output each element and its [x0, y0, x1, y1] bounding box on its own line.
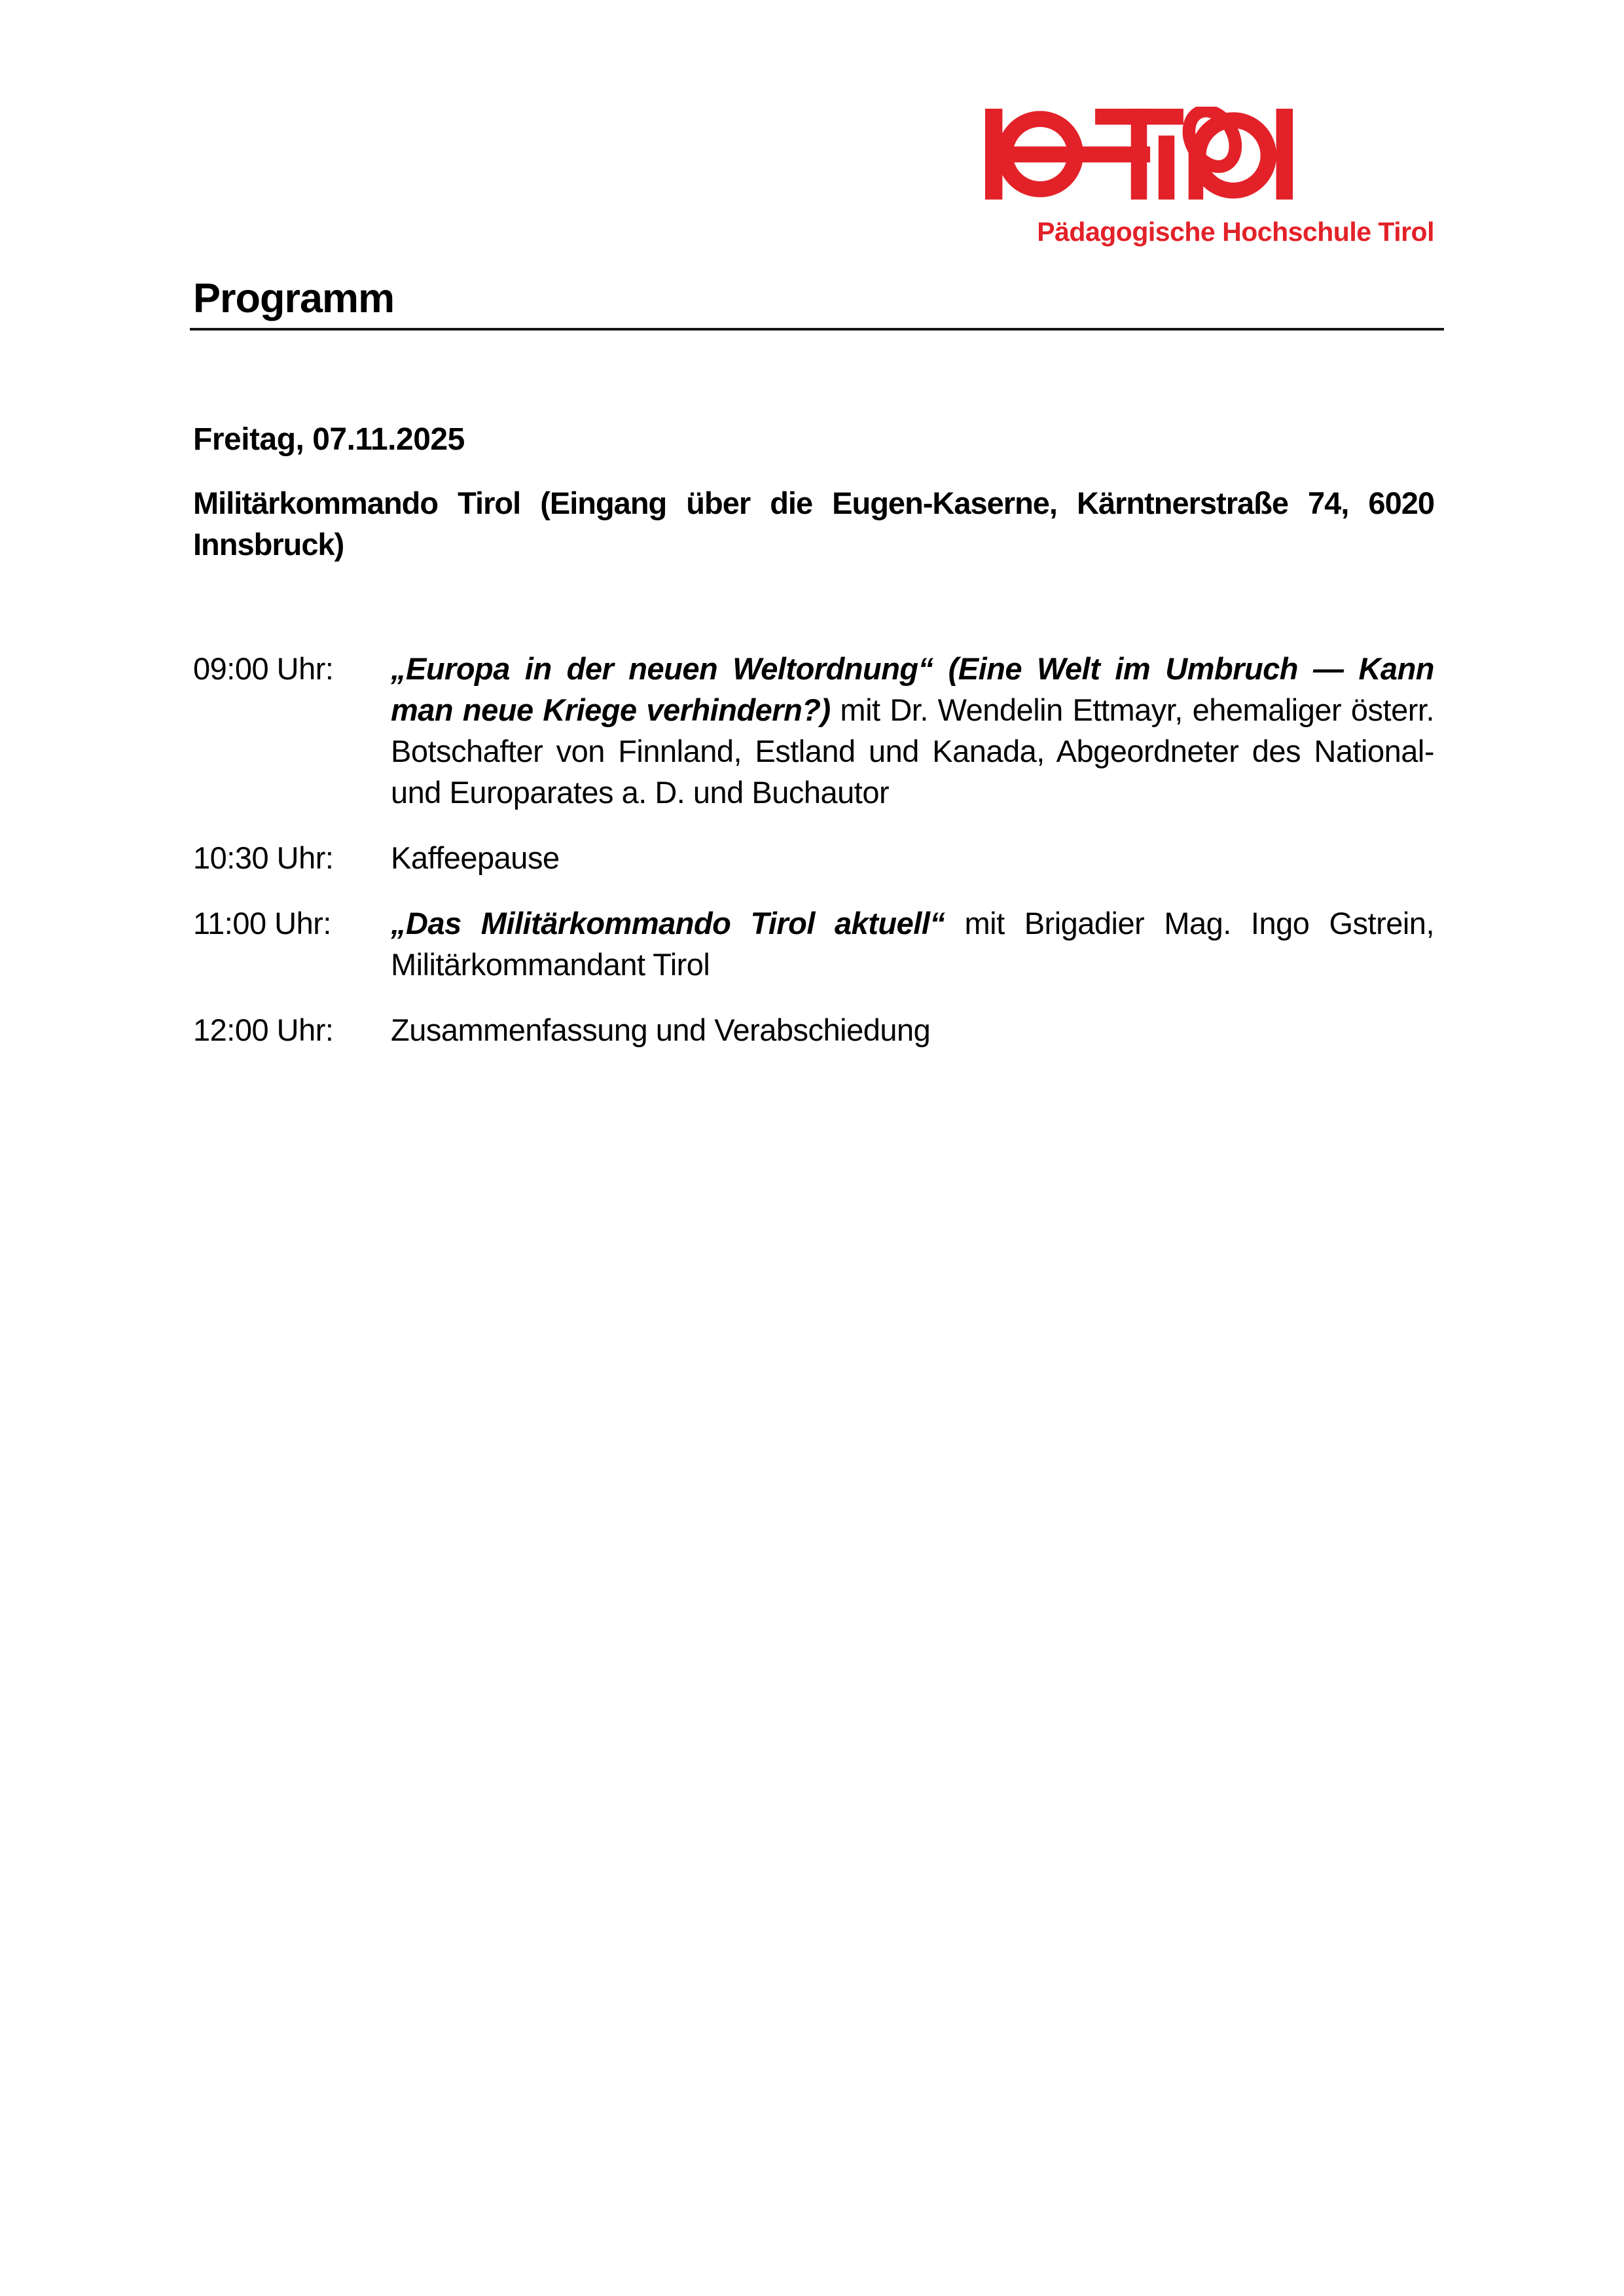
- schedule-time: 12:00 Uhr:: [193, 1013, 334, 1047]
- ph-tirol-logo-mark-icon: [985, 107, 1293, 200]
- schedule-description: [391, 648, 1434, 813]
- schedule-time: 09:00 Uhr:: [193, 651, 334, 686]
- schedule-description: [391, 903, 1434, 985]
- title-divider: [190, 328, 1444, 331]
- schedule: [193, 648, 1434, 1050]
- talk-detail: Kaffeepause: [391, 840, 560, 875]
- event-location: Militärkommando Tirol (Eingang über die Eugen-Kaserne, Kärntnerstraße 74, 6020 Innsbruck): [193, 486, 1434, 562]
- schedule-description: [391, 1009, 1434, 1050]
- talk-detail: Zusammenfassung und Verabschiedung: [391, 1013, 931, 1047]
- logo-caption: Pädagogische Hochschule Tirol: [1037, 217, 1434, 247]
- talk-detail: mit Dr. Wendelin Ettmayr, ehemaliger österr. Botschafter von Finnland, Estland und Kanada, Abgeordneter des National- und Europarates a. D. und Buchautor: [391, 692, 1435, 810]
- schedule-time: 11:00 Uhr:: [193, 906, 331, 941]
- ph-tirol-logo: [985, 107, 1434, 247]
- talk-title: „Europa in der neuen Weltordnung“ (Eine Welt im Umbruch — Kann man neue Kriege verhindern?): [391, 651, 1434, 727]
- page-title: Programm: [193, 276, 395, 321]
- talk-detail: mit Brigadier Mag. Ingo Gstrein, Militärkommandant Tirol: [391, 906, 1434, 982]
- schedule-row: [193, 903, 1434, 985]
- schedule-row: [193, 837, 1434, 878]
- schedule-row: [193, 648, 1434, 813]
- schedule-time: 10:30 Uhr:: [193, 840, 334, 875]
- schedule-description: [391, 837, 1434, 878]
- event-date: Freitag, 07.11.2025: [193, 422, 465, 457]
- schedule-row: [193, 1009, 1434, 1050]
- talk-title: „Das Militärkommando Tirol aktuell“: [391, 906, 945, 941]
